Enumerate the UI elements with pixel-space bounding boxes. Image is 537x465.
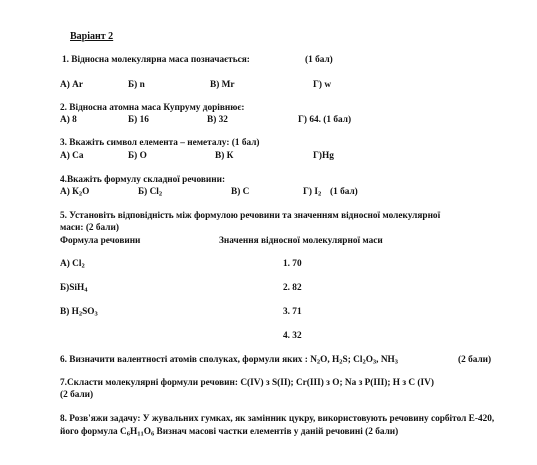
q1-text: 1. Відносна молекулярна маса позначається: <box>62 55 250 65</box>
q2-text: 2. Відносна атомна маса Купруму дорівнює: <box>60 103 245 113</box>
q4-text: 4.Вкажіть формулу складної речовини: <box>60 175 226 185</box>
q1-option-b: Б) n <box>128 80 145 90</box>
q5-text-line2: маси: (2 бали) <box>60 223 119 233</box>
q2-option-d: Г) 64. (1 бал) <box>298 115 352 125</box>
q5-value-1: 1. 70 <box>283 259 302 269</box>
q6-points: (2 бали) <box>458 355 492 365</box>
q4-option-a: А) $К_2О$ <box>60 187 90 198</box>
q1-option-a: А) Аr <box>60 80 83 90</box>
q5-value-4: 4. 32 <box>283 331 302 341</box>
q5-formula-c: В) $H_2SO_3$ <box>60 307 98 318</box>
q8-text: 8. Розв'яжи задачу: У жувальних гумках, як замінник цукру, використовують речовину сорбітол Е-420, його формула $C_6H_{11}O_6$ Визнач масові частки елементів у даній речовині (2 бали) <box>60 414 495 437</box>
q1-points: (1 бал) <box>305 55 333 65</box>
q5-value-3: 3. 71 <box>283 307 302 317</box>
q1-option-c: В) Mr <box>210 80 235 90</box>
q1-option-d: Г) w <box>313 80 332 90</box>
q4-option-d: Г) $I_2$ <box>303 187 322 198</box>
q3-option-a: А) Са <box>60 151 84 161</box>
q4-option-b: Б) $Сl_2$ <box>138 187 163 198</box>
q4-option-c: В) С <box>231 187 250 197</box>
q3-option-d: Г)Hg <box>313 151 334 161</box>
q5-mass-header: Значення відносної молекулярної маси <box>219 236 383 246</box>
q2-option-c: В) 32 <box>207 115 228 125</box>
q5-formula-header: Формула речовини <box>60 236 141 246</box>
q6-text: 6. Визначити валентності атомів сполуках, формули яких : $N_2O$, $H_2S$; $Cl_2O_3$, $NH_3$ <box>60 355 399 366</box>
q4-points: (1 бал) <box>330 187 358 197</box>
q7-text-line1: 7.Скласти молекулярні формули речовин: C(IV) з S(II); Cr(III) з O; Na з P(III); H з C (IV) <box>60 378 434 388</box>
q2-option-b: Б) 16 <box>128 115 149 125</box>
q3-option-b: Б) О <box>128 151 147 161</box>
q5-text-line1: 5. Установіть відповідність між формулою речовини та значенням відносної молекулярної <box>60 211 441 221</box>
q3-text: 3. Вкажіть символ елемента – неметалу: (1 бал) <box>60 138 260 148</box>
q3-option-c: В) К <box>215 151 234 161</box>
q2-option-a: А) 8 <box>60 115 77 125</box>
q5-formula-b: Б)SiH$_4$ <box>60 283 88 294</box>
q5-value-2: 2. 82 <box>283 283 302 293</box>
document-title: Варіант 2 <box>70 31 114 42</box>
q5-formula-a: А) $Cl_2$ <box>60 259 85 270</box>
q7-text-line2: (2 бали) <box>60 390 94 400</box>
